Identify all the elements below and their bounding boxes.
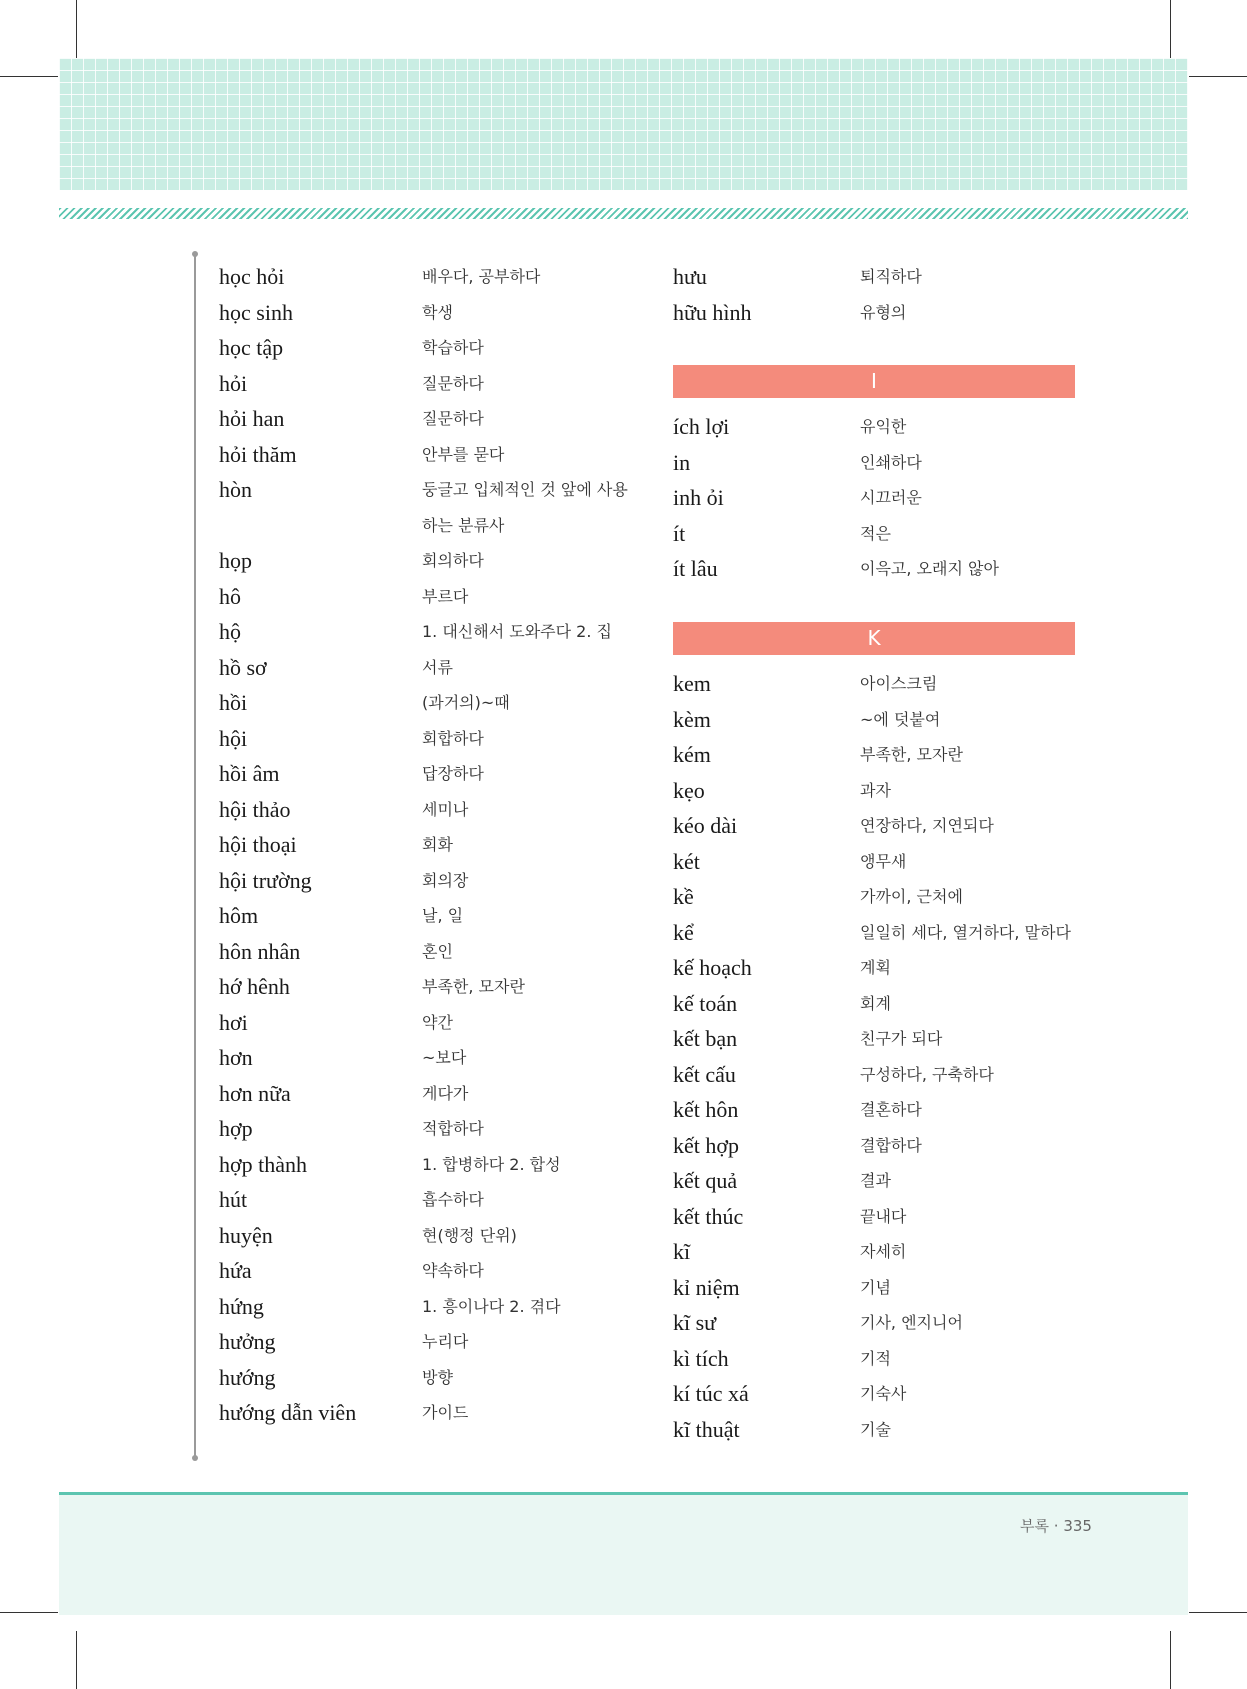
glossary-entry xyxy=(219,614,639,650)
glossary-entry xyxy=(219,1289,639,1325)
korean-meaning: 혼인 xyxy=(422,941,453,961)
vietnamese-term: hộ xyxy=(219,619,241,644)
vietnamese-term: kề xyxy=(673,884,694,909)
glossary-entry xyxy=(673,986,1093,1022)
vietnamese-term: kế toán xyxy=(673,990,738,1016)
korean-meaning: 기사, 엔지니어 xyxy=(860,1313,963,1332)
korean-meaning: 학습하다 xyxy=(422,338,484,357)
korean-meaning: ~보다 xyxy=(422,1048,467,1067)
vietnamese-term: hút xyxy=(219,1187,248,1212)
section-header-i: I xyxy=(673,365,1075,398)
glossary-entry xyxy=(673,259,1093,295)
vietnamese-term: hỏi xyxy=(219,370,248,396)
korean-meaning: 방향 xyxy=(422,1367,453,1387)
glossary-entry xyxy=(219,401,639,437)
vietnamese-term: hỏi thăm xyxy=(219,441,297,467)
glossary-entry xyxy=(673,1412,1093,1448)
korean-meaning: 가이드 xyxy=(422,1403,469,1422)
vietnamese-term: kết thúc xyxy=(673,1203,744,1229)
korean-meaning: 약간 xyxy=(422,1012,453,1032)
glossary-entry xyxy=(219,543,639,579)
vietnamese-term: in xyxy=(673,449,691,475)
glossary-entry xyxy=(219,579,639,615)
section-header-k: K xyxy=(673,622,1075,655)
korean-meaning: 질문하다 xyxy=(422,373,484,393)
korean-meaning: 결과 xyxy=(860,1171,891,1190)
vietnamese-term: kết cấu xyxy=(673,1061,736,1087)
korean-meaning: 서류 xyxy=(422,657,453,677)
vietnamese-term: hồi âm xyxy=(219,761,280,786)
vietnamese-term: kĩ sư xyxy=(673,1310,717,1335)
crop-mark xyxy=(76,1631,77,1689)
glossary-entry xyxy=(219,1182,639,1218)
korean-meaning: 학생 xyxy=(422,302,453,322)
vietnamese-term: kẹo xyxy=(673,777,705,803)
glossary-entry xyxy=(673,1163,1093,1199)
glossary-entry xyxy=(673,1234,1093,1270)
crop-mark xyxy=(1189,1612,1247,1613)
crop-mark xyxy=(76,0,77,58)
korean-meaning: 둥글고 입체적인 것 앞에 사용 xyxy=(422,480,628,499)
vietnamese-term: kể xyxy=(673,919,694,945)
column-divider-line xyxy=(194,253,196,1458)
vietnamese-term: huyện xyxy=(219,1222,273,1248)
glossary-entry xyxy=(219,827,639,863)
vietnamese-term: kĩ xyxy=(673,1239,691,1264)
glossary-entry xyxy=(673,1057,1093,1093)
vietnamese-term: học tập xyxy=(219,335,284,360)
vietnamese-term: hứng xyxy=(219,1293,264,1319)
vietnamese-term: hội xyxy=(219,725,248,751)
glossary-entry xyxy=(219,1111,639,1147)
korean-meaning: 계획 xyxy=(860,958,891,977)
korean-meaning: 답장하다 xyxy=(422,764,484,783)
korean-meaning: 아이스크림 xyxy=(860,674,938,693)
crop-mark xyxy=(1170,0,1171,58)
korean-meaning: (과거의)~때 xyxy=(422,693,510,712)
glossary-entry xyxy=(673,480,1093,516)
footer-band xyxy=(59,1492,1188,1615)
korean-meaning: 1. 합병하다 2. 합성 xyxy=(422,1154,561,1174)
crop-mark xyxy=(1170,1631,1171,1689)
vietnamese-term: kì tích xyxy=(673,1345,729,1371)
korean-meaning: 유익한 xyxy=(860,417,907,436)
glossary-entry xyxy=(219,508,639,544)
vietnamese-term: học hỏi xyxy=(219,264,285,289)
vietnamese-term: kem xyxy=(673,671,711,696)
crop-mark xyxy=(0,76,58,77)
glossary-entry xyxy=(219,898,639,934)
glossary-entry xyxy=(673,950,1093,986)
glossary-entry xyxy=(219,437,639,473)
vietnamese-term: kết hợp xyxy=(673,1132,740,1158)
vietnamese-term: hưởng xyxy=(219,1329,276,1354)
korean-meaning: 흡수하다 xyxy=(422,1190,484,1209)
korean-meaning: 가까이, 근처에 xyxy=(860,887,963,906)
korean-meaning: 회합하다 xyxy=(422,728,484,748)
glossary-entry xyxy=(219,1076,639,1112)
page-number-value: 335 xyxy=(1063,1517,1092,1535)
korean-meaning: 회계 xyxy=(860,993,891,1013)
glossary-entry xyxy=(673,1199,1093,1235)
glossary-entry xyxy=(219,863,639,899)
glossary-entry xyxy=(673,1128,1093,1164)
korean-meaning: 이윽고, 오래지 않아 xyxy=(860,559,999,578)
crop-mark xyxy=(1189,76,1247,77)
section-k-entries xyxy=(673,666,1093,1447)
glossary-entry xyxy=(673,1341,1093,1377)
glossary-entry xyxy=(673,1270,1093,1306)
vietnamese-term: kết bạn xyxy=(673,1026,738,1051)
korean-meaning: 게다가 xyxy=(422,1083,469,1103)
korean-meaning: 구성하다, 구축하다 xyxy=(860,1064,994,1084)
korean-meaning: 친구가 되다 xyxy=(860,1029,943,1048)
vietnamese-term: hữu hình xyxy=(673,299,752,325)
korean-meaning: 회의장 xyxy=(422,870,469,890)
vietnamese-term: hướng dẫn viên xyxy=(219,1400,357,1425)
glossary-entry xyxy=(219,721,639,757)
glossary-entry xyxy=(673,295,1093,331)
korean-meaning: 부르다 xyxy=(422,586,469,606)
vietnamese-term: hứa xyxy=(219,1258,252,1283)
glossary-entry xyxy=(219,259,639,295)
korean-meaning: 끝내다 xyxy=(860,1206,907,1226)
vietnamese-term: học sinh xyxy=(219,299,293,325)
korean-meaning: 부족한, 모자란 xyxy=(422,977,525,996)
vietnamese-term: hỏi han xyxy=(219,406,285,431)
vietnamese-term: két xyxy=(673,848,700,874)
section-i-entries xyxy=(673,409,1093,587)
vietnamese-term: kĩ thuật xyxy=(673,1416,740,1442)
vietnamese-term: hơn nữa xyxy=(219,1080,291,1106)
korean-meaning: ~에 덧붙여 xyxy=(860,709,941,729)
vietnamese-term: hơn xyxy=(219,1045,253,1070)
glossary-entry xyxy=(219,1218,639,1254)
header-grid-band xyxy=(59,58,1188,190)
glossary-entry xyxy=(219,934,639,970)
header-stripe xyxy=(59,208,1188,219)
glossary-entry xyxy=(673,702,1093,738)
korean-meaning: 회화 xyxy=(422,835,453,854)
vietnamese-term: hô xyxy=(219,583,241,609)
korean-meaning: 결합하다 xyxy=(860,1135,922,1155)
glossary-entry xyxy=(673,409,1093,445)
vietnamese-term: kí túc xá xyxy=(673,1381,749,1406)
glossary-entry xyxy=(673,1305,1093,1341)
vietnamese-term: ích lợi xyxy=(673,414,730,439)
glossary-entry xyxy=(673,551,1093,587)
korean-meaning: 누리다 xyxy=(422,1332,469,1351)
vietnamese-term: hợp thành xyxy=(219,1151,308,1177)
crop-mark xyxy=(0,1612,58,1613)
vietnamese-term: kéo dài xyxy=(673,813,738,838)
korean-meaning: 기적 xyxy=(860,1348,891,1368)
glossary-entry xyxy=(219,685,639,721)
korean-meaning: 날, 일 xyxy=(422,906,464,925)
vietnamese-term: hơi xyxy=(219,1009,248,1035)
glossary-entry xyxy=(673,808,1093,844)
glossary-entry xyxy=(673,666,1093,702)
glossary-entry xyxy=(219,650,639,686)
korean-meaning: 배우다, 공부하다 xyxy=(422,267,541,286)
vietnamese-term: hồi xyxy=(219,690,248,715)
divider-dot xyxy=(192,1455,198,1461)
korean-meaning: 현(행정 단위) xyxy=(422,1225,517,1245)
korean-meaning: 유형의 xyxy=(860,302,907,322)
korean-meaning: 퇴직하다 xyxy=(860,267,922,286)
glossary-entry xyxy=(219,1360,639,1396)
vietnamese-term: kém xyxy=(673,742,711,767)
korean-meaning: 회의하다 xyxy=(422,551,484,570)
korean-meaning: 기숙사 xyxy=(860,1384,907,1403)
vietnamese-term: hợp xyxy=(219,1116,253,1141)
glossary-entry xyxy=(673,773,1093,809)
korean-meaning: 앵무새 xyxy=(860,851,907,871)
korean-meaning: 부족한, 모자란 xyxy=(860,745,963,764)
page-separator: · xyxy=(1053,1517,1059,1535)
korean-meaning: 연장하다, 지연되다 xyxy=(860,816,994,835)
vietnamese-term: hòn xyxy=(219,477,252,502)
korean-meaning: 하는 분류사 xyxy=(422,515,505,535)
glossary-entry xyxy=(219,1253,639,1289)
korean-meaning: 과자 xyxy=(860,780,891,800)
divider-dot xyxy=(192,251,198,257)
vietnamese-term: hướng xyxy=(219,1364,276,1390)
vietnamese-term: hôn nhân xyxy=(219,938,301,964)
korean-meaning: 기술 xyxy=(860,1419,891,1439)
page-section-label: 부록 xyxy=(1020,1517,1049,1535)
glossary-entry xyxy=(673,737,1093,773)
glossary-entry xyxy=(219,295,639,331)
glossary-entry xyxy=(673,844,1093,880)
korean-meaning: 일일히 세다, 열거하다, 말하다 xyxy=(860,922,1071,942)
korean-meaning: 적합하다 xyxy=(422,1119,484,1138)
right-glossary-top xyxy=(673,259,1093,330)
vietnamese-term: hồ sơ xyxy=(219,654,267,680)
vietnamese-term: hội thoại xyxy=(219,832,297,857)
glossary-entry xyxy=(219,366,639,402)
korean-meaning: 기념 xyxy=(860,1277,891,1297)
korean-meaning: 자세히 xyxy=(860,1242,907,1261)
vietnamese-term: hội thảo xyxy=(219,796,291,822)
korean-meaning: 안부를 묻다 xyxy=(422,444,505,464)
vietnamese-term: hớ hênh xyxy=(219,974,290,999)
glossary-entry xyxy=(219,1005,639,1041)
vietnamese-term: hưu xyxy=(673,264,707,289)
glossary-entry xyxy=(219,1395,639,1431)
glossary-entry xyxy=(673,1376,1093,1412)
glossary-entry xyxy=(673,516,1093,552)
glossary-entry xyxy=(673,879,1093,915)
vietnamese-term: kỉ niệm xyxy=(673,1274,740,1300)
korean-meaning: 약속하다 xyxy=(422,1261,484,1280)
glossary-entry xyxy=(219,756,639,792)
vietnamese-term: ít lâu xyxy=(673,556,718,581)
vietnamese-term: hôm xyxy=(219,903,259,928)
korean-meaning: 1. 흥이나다 2. 겪다 xyxy=(422,1296,561,1316)
glossary-entry xyxy=(219,1040,639,1076)
vietnamese-term: inh ỏi xyxy=(673,485,724,510)
vietnamese-term: kết hôn xyxy=(673,1097,739,1122)
vietnamese-term: kèm xyxy=(673,706,711,732)
korean-meaning: 1. 대신해서 도와주다 2. 집 xyxy=(422,622,612,641)
korean-meaning: 결혼하다 xyxy=(860,1100,922,1119)
glossary-entry xyxy=(673,915,1093,951)
korean-meaning: 시끄러운 xyxy=(860,488,922,507)
korean-meaning: 세미나 xyxy=(422,799,469,819)
glossary-entry xyxy=(219,1324,639,1360)
vietnamese-term: kế hoạch xyxy=(673,955,752,980)
korean-meaning: 인쇄하다 xyxy=(860,452,922,472)
korean-meaning: 질문하다 xyxy=(422,409,484,428)
page-number xyxy=(1020,1515,1140,1536)
korean-meaning: 적은 xyxy=(860,523,891,543)
vietnamese-term: họp xyxy=(219,548,252,573)
glossary-entry xyxy=(673,1092,1093,1128)
vietnamese-term: hội trường xyxy=(219,867,312,893)
glossary-entry xyxy=(673,445,1093,481)
vietnamese-term: kết quả xyxy=(673,1168,738,1193)
vietnamese-term: ít xyxy=(673,520,686,546)
left-glossary-column xyxy=(219,259,639,1431)
glossary-entry xyxy=(219,330,639,366)
glossary-entry xyxy=(219,472,639,508)
glossary-entry xyxy=(219,792,639,828)
glossary-entry xyxy=(673,1021,1093,1057)
glossary-entry xyxy=(219,969,639,1005)
glossary-entry xyxy=(219,1147,639,1183)
